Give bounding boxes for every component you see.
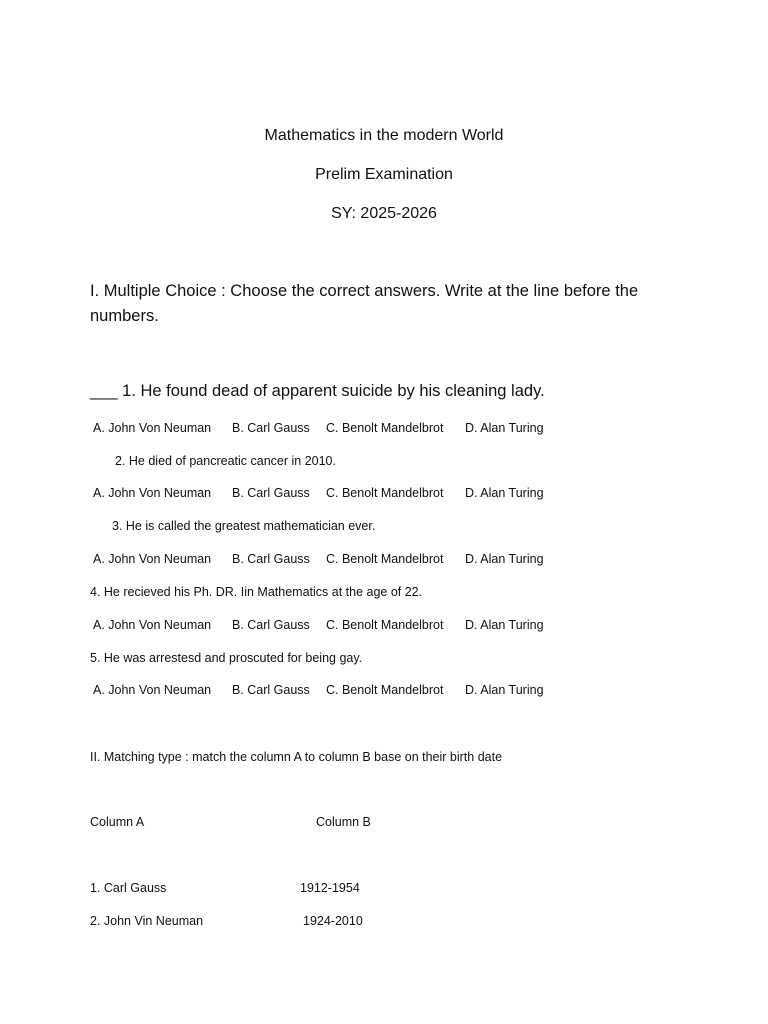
matching-row-1-b: 1912-1954 [300, 881, 360, 895]
choice-d: D. Alan Turing [465, 552, 544, 566]
choice-c: C. Benolt Mandelbrot [326, 683, 444, 697]
choice-a: A. John Von Neuman [93, 421, 212, 435]
matching-row-2-b: 1924-2010 [303, 914, 363, 928]
question-4: 4. He recieved his Ph. DR. Iin Mathematics at the age of 22. [90, 585, 423, 599]
choice-a: A. John Von Neuman [93, 683, 212, 697]
matching-row-2-a: 2. John Vin Neuman [90, 914, 204, 928]
matching-row-1-a: 1. Carl Gauss [90, 881, 167, 895]
choice-b: B. Carl Gauss [232, 421, 310, 435]
part1-instructions-line2: numbers. [90, 307, 159, 325]
exam-title: Mathematics in the modern World [264, 127, 504, 144]
question-3: 3. He is called the greatest mathematician ever. [112, 519, 376, 533]
choice-b: B. Carl Gauss [232, 618, 310, 632]
choice-c: C. Benolt Mandelbrot [326, 486, 444, 500]
part2-instructions: II. Matching type : match the column A to column B base on their birth date [90, 750, 503, 764]
question-5: 5. He was arrestesd and proscuted for being gay. [90, 651, 363, 665]
question-2-choices [93, 486, 544, 500]
choice-d: D. Alan Turing [465, 618, 544, 632]
choice-d: D. Alan Turing [465, 683, 544, 697]
school-year: SY: 2025-2026 [331, 205, 437, 222]
question-3-choices [93, 552, 544, 566]
choice-a: A. John Von Neuman [93, 486, 212, 500]
question-4-choices [93, 618, 544, 632]
choice-b: B. Carl Gauss [232, 486, 310, 500]
choice-a: A. John Von Neuman [93, 552, 212, 566]
question-1-choices [93, 421, 544, 435]
part1-instructions-line1: I. Multiple Choice : Choose the correct answers. Write at the line before the [90, 282, 639, 300]
choice-c: C. Benolt Mandelbrot [326, 421, 444, 435]
choice-d: D. Alan Turing [465, 421, 544, 435]
choice-c: C. Benolt Mandelbrot [326, 552, 444, 566]
choice-a: A. John Von Neuman [93, 618, 212, 632]
question-1: ___ 1. He found dead of apparent suicide by his cleaning lady. [90, 382, 545, 400]
column-a-header: Column A [90, 815, 145, 829]
question-2: 2. He died of pancreatic cancer in 2010. [115, 454, 336, 468]
exam-subtitle: Prelim Examination [315, 166, 453, 183]
choice-b: B. Carl Gauss [232, 552, 310, 566]
choice-c: C. Benolt Mandelbrot [326, 618, 444, 632]
choice-d: D. Alan Turing [465, 486, 544, 500]
column-b-header: Column B [316, 815, 371, 829]
part1-instructions [90, 279, 690, 329]
choice-b: B. Carl Gauss [232, 683, 310, 697]
question-5-choices [93, 683, 544, 697]
